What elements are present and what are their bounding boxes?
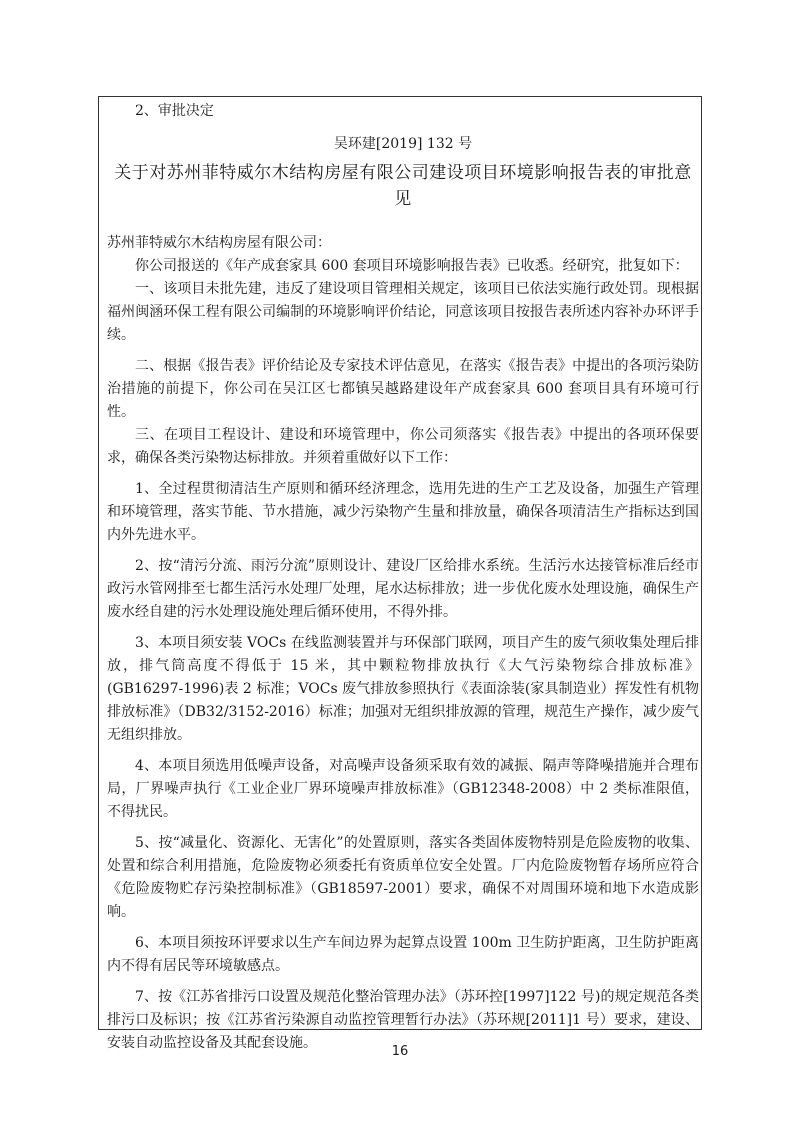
paragraph-3: 三、在项目工程设计、建设和环境管理中，你公司须落实《报告表》中提出的各项环保要求，确保各类污染物达标排放。并须着重做好以下工作： xyxy=(107,427,699,466)
document-body xyxy=(107,100,699,1055)
section-label: 2、审批决定 xyxy=(135,103,214,119)
page-number: 16 xyxy=(391,1044,409,1059)
document-title: 关于对苏州菲特威尔木结构房屋有限公司建设项目环境影响报告表的审批意见 xyxy=(114,163,692,209)
paragraph-1: 一、该项目未批先建，违反了建设项目管理相关规定，该项目已依法实施行政处罚。现根据福州闽涵环保工程有限公司编制的环境影响评价结论，同意该项目按报告表所述内容补办环评手续。 xyxy=(107,281,699,343)
requirement-2: 2、按“清污分流、雨污分流”原则设计、建设厂区给排水系统。生活污水达接管标准后经市政污水管网排至七都生活污水处理厂处理，尾水达标排放；进一步优化废水处理设施，确保生产废水经自建的污水处理设施处理后循环使用，不得外排。 xyxy=(107,558,699,620)
addressee: 苏州菲特威尔木结构房屋有限公司： xyxy=(107,235,331,251)
paragraph-2: 二、根据《报告表》评价结论及专家技术评估意见，在落实《报告表》中提出的各项污染防治措施的前提下，你公司在吴江区七都镇吴越路建设年产成套家具 600 套项目具有环境可行性。 xyxy=(107,358,699,420)
requirement-5: 5、按“减量化、资源化、无害化”的处置原则，落实各类固体废物特别是危险废物的收集、处置和综合利用措施，危险废物必须委托有资质单位安全处置。厂内危险废物暂存场所应符合《危险废物贮存污染控制标准》（GB18597-2001）要求，确保不对周围环境和地下水造成影响。 xyxy=(107,835,699,920)
document-number: 吴环建[2019] 132 号 xyxy=(333,136,473,152)
requirement-1: 1、全过程贯彻清洁生产原则和循环经济理念，选用先进的生产工艺及设备，加强生产管理和环境管理，落实节能、节水措施，减少污染物产生量和排放量，确保各项清洁生产指标达到国内外先进水平。 xyxy=(107,481,699,543)
requirement-3: 3、本项目须安装 VOCs 在线监测装置并与环保部门联网，项目产生的废气须收集处理后排放，排气筒高度不得低于 15 米，其中颗粒物排放执行《大气污染物综合排放标准》(GB16297-1996)表 2 标准；VOCs 废气排放参照执行《表面涂装(家具制造业）挥发性有机物排放标准》（DB32/3152-2016）标准；加强对无组织排放源的管理，规范生产操作，减少废气无组织排放。 xyxy=(107,635,699,743)
requirement-4: 4、本项目须选用低噪声设备，对高噪声设备须采取有效的减振、隔声等降噪措施并合理布局，厂界噪声执行《工业企业厂界环境噪声排放标准》（GB12348-2008）中 2 类标准限值，不得扰民。 xyxy=(107,758,699,820)
paragraph-intro: 你公司报送的《年产成套家具 600 套项目环境影响报告表》已收悉。经研究，批复如下： xyxy=(135,258,689,274)
requirement-6: 6、本项目须按环评要求以生产车间边界为起算点设置 100m 卫生防护距离，卫生防护距离内不得有居民等环境敏感点。 xyxy=(107,935,699,974)
requirement-7: 7、按《江苏省排污口设置及规范化整治管理办法》（苏环控[1997]122 号)的规定规范各类排污口及标识；按《江苏省污染源自动监控管理暂行办法》（苏环规[2011]1 号）要求，建设、安装自动监控设备及其配套设施。 xyxy=(107,989,699,1051)
